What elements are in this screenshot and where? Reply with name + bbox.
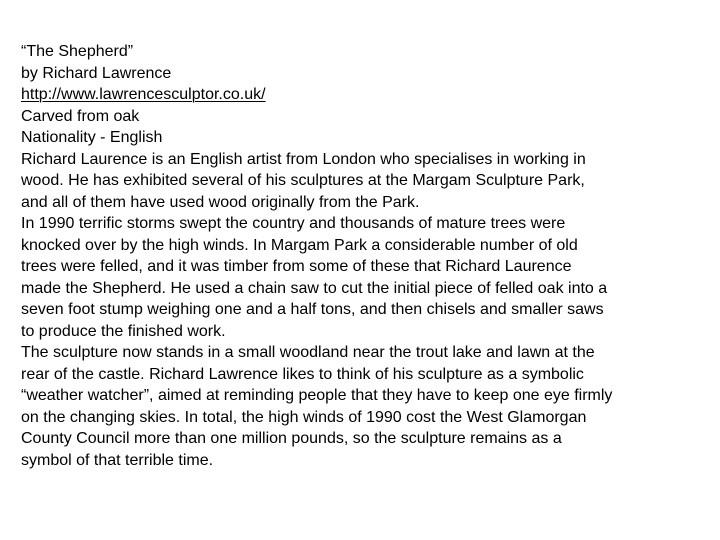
author-line: by Richard Lawrence bbox=[21, 64, 172, 82]
nationality-line: Nationality - English bbox=[21, 129, 163, 146]
paragraph-location bbox=[21, 342, 701, 471]
paragraph-line: seven foot stump weighing one and a half tons, and then chisels and smaller saws bbox=[21, 301, 604, 318]
document-title: “The Shepherd” bbox=[21, 43, 134, 60]
website-link[interactable]: http://www.lawrencesculptor.co.uk/ bbox=[21, 86, 266, 103]
paragraph-artist bbox=[21, 149, 701, 214]
paragraph-line: In 1990 terrific storms swept the country and thousands of mature trees were bbox=[21, 215, 566, 232]
paragraph-line: trees were felled, and it was timber from some of these that Richard Laurence bbox=[21, 258, 572, 275]
document-body bbox=[21, 41, 701, 471]
paragraph-storms bbox=[21, 213, 701, 342]
paragraph-line: knocked over by the high winds. In Margam Park a considerable number of old bbox=[21, 236, 578, 254]
paragraph-line: rear of the castle. Richard Lawrence likes to think of his sculpture as a symbolic bbox=[21, 365, 584, 383]
paragraph-line: County Council more than one million pounds, so the sculpture remains as a bbox=[21, 430, 562, 447]
website-link-line bbox=[21, 84, 701, 106]
paragraph-line: Richard Laurence is an English artist from London who specialises in working in bbox=[21, 150, 586, 168]
paragraph-line: to produce the finished work. bbox=[21, 322, 226, 340]
material-line: Carved from oak bbox=[21, 107, 140, 125]
paragraph-line: “weather watcher”, aimed at reminding people that they have to keep one eye firmly bbox=[21, 387, 613, 404]
paragraph-line: on the changing skies. In total, the high winds of 1990 cost the West Glamorgan bbox=[21, 408, 587, 426]
paragraph-line: The sculpture now stands in a small woodland near the trout lake and lawn at the bbox=[21, 344, 595, 361]
paragraph-line: and all of them have used wood originally from the Park. bbox=[21, 193, 420, 211]
paragraph-line: symbol of that terrible time. bbox=[21, 451, 214, 469]
paragraph-line: wood. He has exhibited several of his sculptures at the Margam Sculpture Park, bbox=[21, 172, 585, 189]
paragraph-line: made the Shepherd. He used a chain saw to cut the initial piece of felled oak into a bbox=[21, 279, 608, 297]
